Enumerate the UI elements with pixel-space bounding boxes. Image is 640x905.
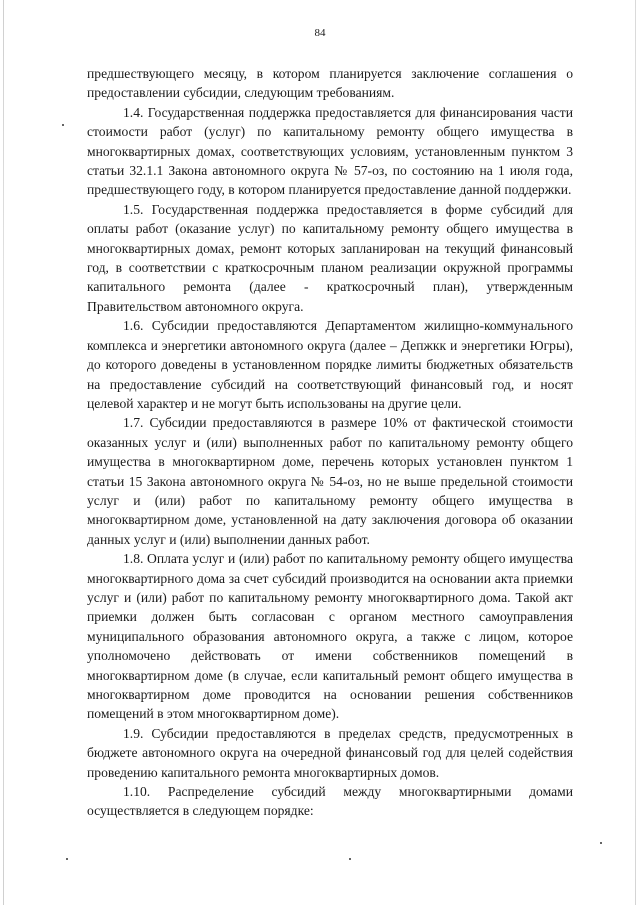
- paragraph-1-5: 1.5. Государственная поддержка предоставляется в форме субсидий для оплаты работ (оказание услуг) по капитальному ремонту общего имущества в многоквартирных домах, ремонт которых запланирован на текущий финансовый год, в соответствии с краткосрочным планом реализации окружной программы капитального ремонта (далее - краткосрочный план), утвержденным Правительством автономного округа.: [87, 201, 573, 314]
- scan-speck: [600, 842, 602, 844]
- scan-speck: [349, 858, 351, 860]
- page-number: 84: [314, 27, 326, 39]
- paragraph-continuation: предшествующего месяцу, в котором планируется заключение соглашения о предоставлении субсидии, следующим требованиям.: [87, 66, 573, 101]
- paragraph-1-6: 1.6. Субсидии предоставляются Департаментом жилищно-коммунального комплекса и энергетики автономного округа (далее – Депжкк и энергетики Югры), до которого доведены в установленном порядке лимиты бюджетных обязательств на предоставление субсидий на соответствующий финансовый год, и носят целевой характер и не могут быть использованы на другие цели.: [87, 318, 573, 411]
- scan-edge-left: [3, 0, 4, 905]
- paragraph-1-7: 1.7. Субсидии предоставляются в размере 10% от фактической стоимости оказанных услуг и (или) выполненных работ по капитальному ремонту общего имущества в многоквартирном доме, перечень которых установлен пунктом 1 статьи 15 Закона автономного округа № 54-оз, но не выше предельной стоимости услуг и (или) работ по капитальному ремонту общего имущества в многоквартирном доме, установленной на дату заключения договора об оказании данных услуг и (или) выполнении данных работ.: [87, 415, 573, 547]
- scan-speck: [62, 124, 64, 126]
- paragraph-1-4: 1.4. Государственная поддержка предоставляется для финансирования части стоимости работ (услуг) по капитальному ремонту общего имущества в многоквартирных домах, соответствующих условиям, установленным пунктом 3 статьи 32.1.1 Закона автономного округа № 57-оз, по состоянию на 1 июля года, предшествующего году, в котором планируется предоставление данной поддержки.: [87, 104, 573, 198]
- scan-edge-right: [635, 0, 636, 905]
- paragraph-1-10: 1.10. Распределение субсидий между многоквартирными домами осуществляется в следующем порядке:: [87, 784, 573, 819]
- document-body: [87, 64, 573, 821]
- scan-speck: [66, 858, 68, 860]
- paragraph-1-8: 1.8. Оплата услуг и (или) работ по капитальному ремонту общего имущества многоквартирного дома за счет субсидий производится на основании акта приемки услуг и (или) работ по капитальному ремонту многоквартирного дома. Такой акт приемки должен быть согласован с органом местного самоуправления муниципального образования автономного округа, а также с лицом, которое уполномочено действовать от имени собственников помещений в многоквартирном доме (в случае, если капитальный ремонт общего имущества в многоквартирном доме проводится на основании решения собственников помещений в этом многоквартирном доме).: [87, 551, 573, 722]
- paragraph-1-9: 1.9. Субсидии предоставляются в пределах средств, предусмотренных в бюджете автономного округа на очередной финансовый год для целей содействия проведению капитального ремонта многоквартирных домов.: [87, 725, 573, 780]
